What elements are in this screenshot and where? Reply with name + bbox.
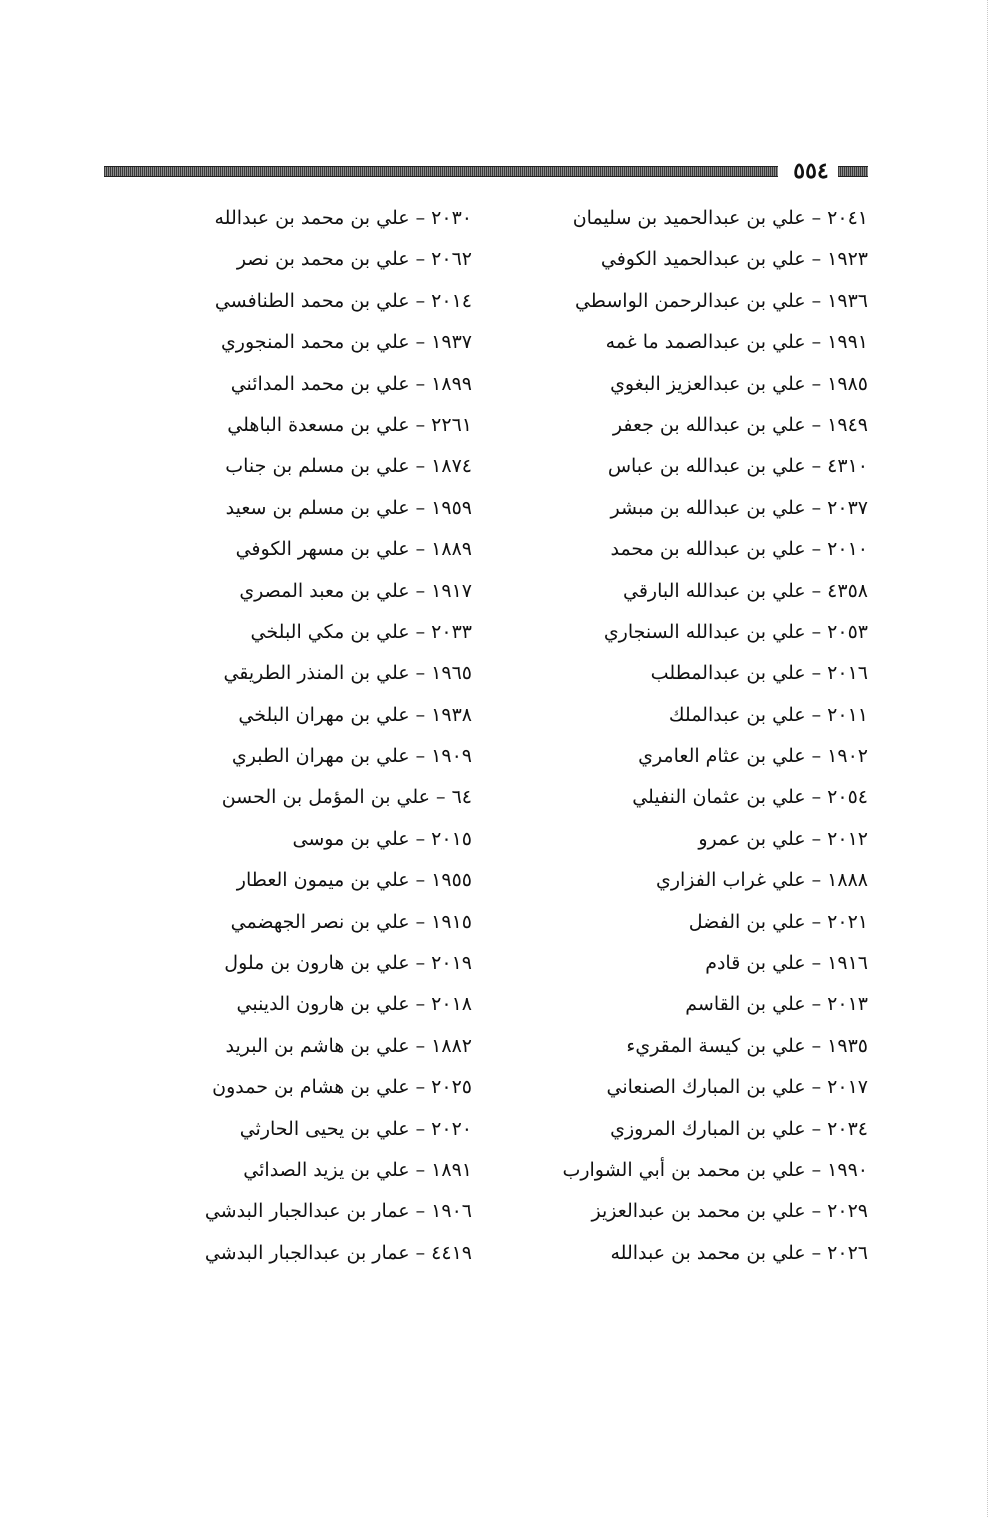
index-entry: ١٩٩١ – علي بن عبدالصمد ما غمه [605, 331, 868, 354]
index-entry: ١٩١٦ – علي بن قادم [705, 952, 868, 975]
index-entry: ٢٠١٢ – علي بن عمرو [698, 827, 868, 850]
index-entry: ١٩١٧ – علي بن معبد المصري [239, 579, 472, 602]
index-entry: ٢٠٣٣ – علي بن مكي البلخي [250, 620, 472, 643]
index-entry: ٢٠٢٥ – علي بن هشام بن حمدون [212, 1076, 472, 1099]
index-entry: ١٩٣٧ – علي بن محمد المنجوري [220, 331, 472, 354]
index-entry: ١٩١٥ – علي بن نصر الجهضمي [230, 910, 472, 933]
index-entry: ٢٠٢١ – علي بن الفضل [688, 910, 868, 933]
index-entry: ٢٠٦٢ – علي بن محمد بن نصر [236, 248, 472, 271]
index-entry: ٢٢٦١ – علي بن مسعدة الباهلي [227, 413, 472, 436]
index-entry: ٢٠١١ – علي بن عبدالملك [668, 703, 868, 726]
index-column-right [528, 198, 868, 1274]
index-entry: ٢٠١٨ – علي بن هارون الدينبي [236, 993, 472, 1016]
index-entry: ١٩٨٥ – علي بن عبدالعزيز البغوي [610, 372, 868, 395]
page-edge-line [987, 0, 988, 1517]
index-entry: ١٩٥٥ – علي بن ميمون العطار [236, 869, 472, 892]
index-entry: ٤٤١٩ – عمار بن عبدالجبار البدشي [204, 1241, 472, 1264]
index-entry: ٢٠١٦ – علي بن عبدالمطلب [650, 662, 868, 685]
index-entry: ١٨٧٤ – علي بن مسلم بن جناب [225, 455, 472, 478]
index-entry: ٤٣٥٨ – علي بن عبدالله البارقي [622, 579, 868, 602]
index-entry: ١٨٨٨ – علي غراب الفزاري [655, 869, 868, 892]
index-entry: ١٨٨٢ – علي بن هاشم بن البريد [225, 1034, 472, 1057]
index-entry: ٢٠١٩ – علي بن هارون بن ملول [224, 952, 472, 975]
index-entry: ١٩٩٠ – علي بن محمد بن أبي الشوارب [562, 1158, 868, 1181]
index-entry: ٢٠٥٣ – علي بن عبدالله السنجاري [603, 620, 868, 643]
index-entry: ٤٣١٠ – علي بن عبدالله بن عباس [607, 455, 868, 478]
index-entry: ١٩٢٣ – علي بن عبدالحميد الكوفي [600, 248, 868, 271]
index-entry: ١٩٦٥ – علي بن المنذر الطريقي [223, 662, 472, 685]
index-entry: ١٩٠٦ – عمار بن عبدالجبار البدشي [204, 1200, 472, 1223]
index-entry: ٢٠٢٠ – علي بن يحيى الحارثي [239, 1117, 472, 1140]
index-entry: ٢٠١٧ – علي بن المبارك الصنعاني [606, 1076, 868, 1099]
index-entry: ١٨٩١ – علي بن يزيد الصدائي [243, 1158, 472, 1181]
index-entry: ١٩٠٢ – علي بن عثام العامري [638, 745, 868, 768]
index-entry: ١٩٤٩ – علي بن عبدالله بن جعفر [612, 413, 868, 436]
index-entry: ٢٠٣٤ – علي بن المبارك المروزي [610, 1117, 868, 1140]
header-rule [104, 166, 778, 177]
index-entry: ١٩٠٩ – علي بن مهران الطبري [231, 745, 472, 768]
index-entry: ٢٠١٥ – علي بن موسى [292, 827, 472, 850]
page-header [104, 160, 868, 184]
index-entry: ١٩٣٦ – علي بن عبدالرحمن الواسطي [574, 289, 868, 312]
index-entry: ٢٠١٤ – علي بن محمد الطنافسي [214, 289, 472, 312]
index-entry: ١٩٣٨ – علي بن مهران البلخي [238, 703, 472, 726]
index-entry: ٢٠٢٩ – علي بن محمد بن عبدالعزيز [591, 1200, 868, 1223]
index-entry: ٢٠٣٧ – علي بن عبدالله بن مبشر [610, 496, 868, 519]
index-entry: ٢٠٥٤ – علي بن عثمان النفيلي [632, 786, 868, 809]
index-entry: ٦٤ – علي بن المؤمل بن الحسن [221, 786, 472, 809]
index-entry: ٢٠٣٠ – علي بن محمد بن عبدالله [214, 207, 472, 229]
index-entry: ١٩٣٥ – علي بن كيسة المقريء [626, 1034, 868, 1057]
index-entry: ٢٠٢٦ – علي بن محمد بن عبدالله [610, 1241, 868, 1264]
index-entry: ٢٠٤١ – علي بن عبدالحميد بن سليمان [572, 207, 868, 229]
page-number: ٥٥٤ [793, 158, 829, 184]
index-entry: ٢٠١٣ – علي بن القاسم [685, 993, 868, 1016]
index-column-left [162, 198, 472, 1274]
index-entry: ٢٠١٠ – علي بن عبدالله بن محمد [610, 538, 868, 561]
index-entry: ١٨٨٩ – علي بن مسهر الكوفي [235, 538, 472, 561]
header-rule-end [838, 166, 868, 177]
index-entry: ١٩٥٩ – علي بن مسلم بن سعيد [225, 496, 472, 519]
index-entry: ١٨٩٩ – علي بن محمد المدائني [230, 372, 472, 395]
